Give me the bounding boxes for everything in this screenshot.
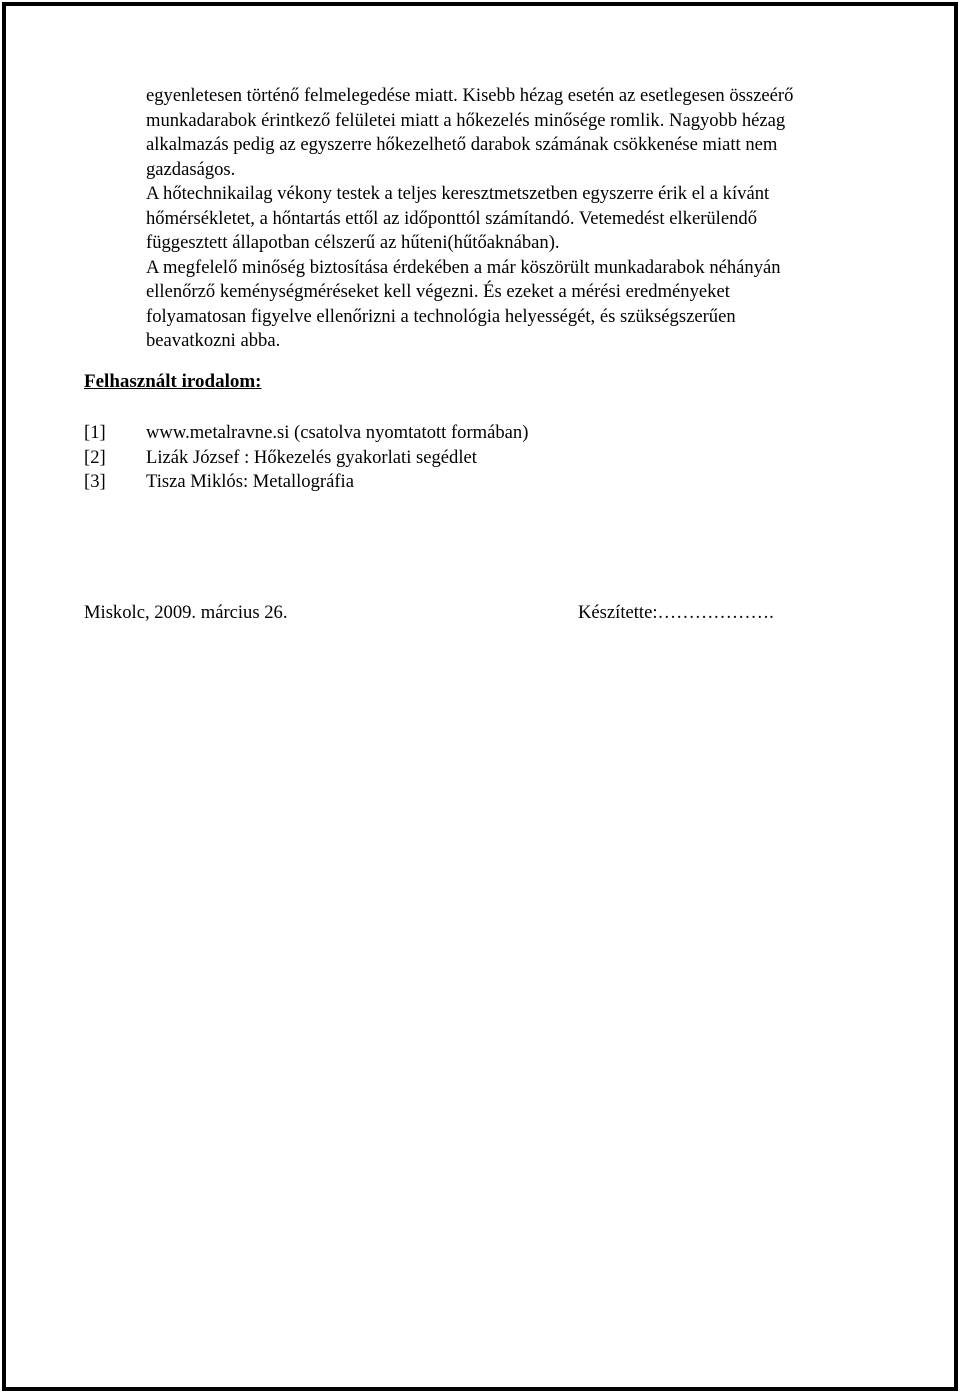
reference-number: [1] [84,422,106,443]
body-line: egyenletesen történő felmelegedése miatt. Kisebb hézag esetén az esetlegesen összeérő [146,85,794,106]
body-line: A megfelelő minőség biztosítása érdekében a már köszörült munkadarabok néhányán [146,256,781,278]
reference-text: Lizák József : Hőkezelés gyakorlati segédlet [146,446,477,468]
body-line: ellenőrző keménységméréseket kell végezni. És ezeket a mérési eredményeket [146,281,730,302]
body-line: alkalmazás pedig az egyszerre hőkezelhető darabok számának csökkenése miatt nem [146,134,778,155]
body-line: munkadarabok érintkező felületei miatt a hőkezelés minősége romlik. Nagyobb hézag [146,109,786,131]
reference-text: www.metalravne.si (csatolva nyomtatott formában) [146,422,529,443]
body-line: gazdaságos. [146,158,236,180]
place-date: Miskolc, 2009. március 26. [84,602,288,623]
reference-item [84,421,528,446]
body-line: függesztett állapotban célszerű az hűteni(hűtőaknában). [146,232,560,253]
references-heading: Felhasznált irodalom: [84,371,262,392]
references-list [84,421,528,495]
reference-number: [2] [84,446,106,468]
body-line: folyamatosan figyelve ellenőrizni a technológia helyességét, és szükségszerűen [146,305,736,327]
reference-text: Tisza Miklós: Metallográfia [146,471,354,492]
reference-item [84,470,528,495]
signature-line: Készítette:………………. [578,602,774,623]
body-line: hőmérsékletet, a hőntartás ettől az időponttól számítandó. Vetemedést elkerülendő [146,207,757,229]
body-line: beavatkozni abba. [146,330,281,351]
body-line: A hőtechnikailag vékony testek a teljes keresztmetszetben egyszerre érik el a kívánt [146,183,770,204]
body-paragraphs [146,84,886,354]
reference-number: [3] [84,471,106,492]
reference-item [84,446,528,471]
